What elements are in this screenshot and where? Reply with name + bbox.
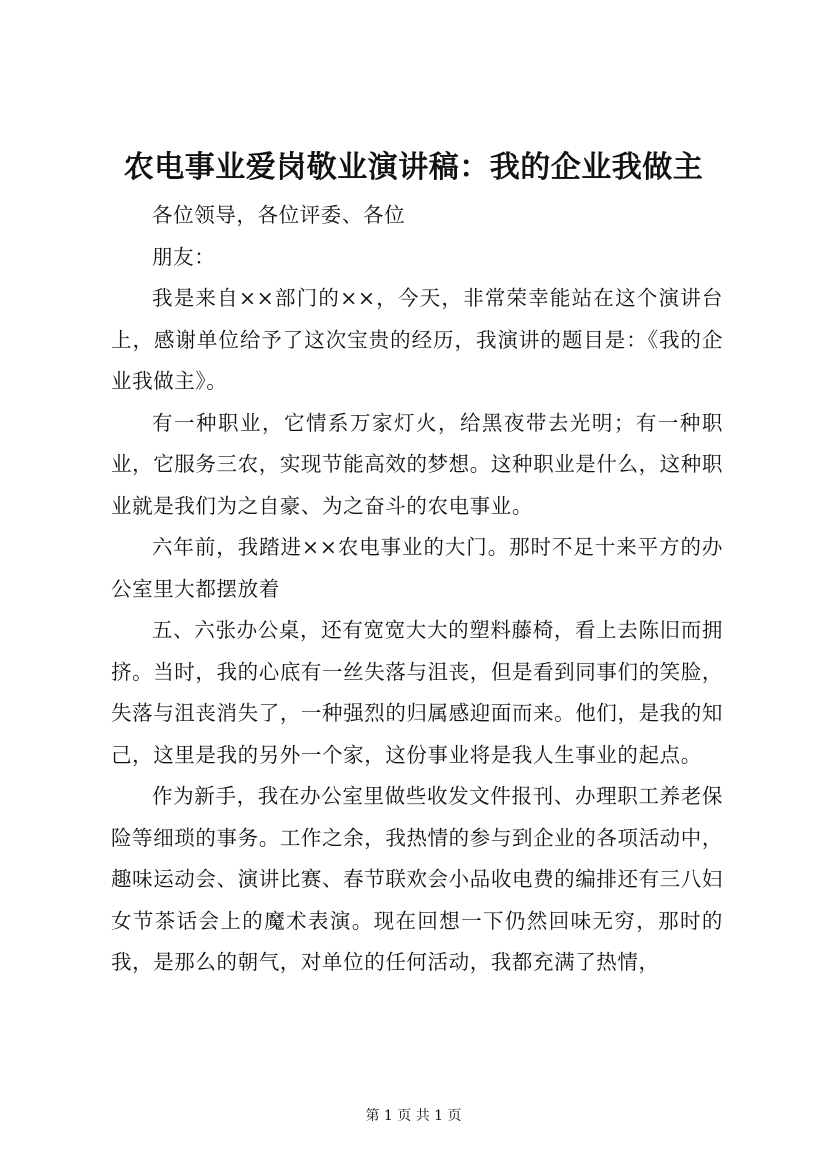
- page-footer: 第 1 页 共 1 页: [365, 1108, 462, 1124]
- paragraph-six-years-ago: 六年前，我踏进××农电事业的大门。那时不足十来平方的办公室里大都摆放着: [111, 535, 723, 601]
- paragraph-salutation-cont: 朋友：: [152, 244, 216, 269]
- paragraph-profession: 有一种职业，它情系万家灯火，给黑夜带去光明；有一种职业，它服务三农，实现节能高效的梦想。这种职业是什么，这种职业就是我们为之自豪、为之奋斗的农电事业。: [111, 410, 723, 518]
- document-title: 农电事业爱岗敬业演讲稿：我的企业我做主: [123, 150, 704, 185]
- paragraph-salutation: 各位领导，各位评委、各位: [152, 203, 406, 227]
- paragraph-intro: 我是来自××部门的××，今天，非常荣幸能站在这个演讲台上，感谢单位给予了这次宝贵的经历，我演讲的题目是：《我的企业我做主》。: [111, 286, 723, 393]
- paragraph-office-desks: 五、六张办公桌，还有宽宽大大的塑料藤椅，看上去陈旧而拥挤。当时，我的心底有一丝失落与沮丧，但是看到同事们的笑脸，失落与沮丧消失了，一种强烈的归属感迎面而来。他们，是我的知己，这里是我的另外一个家，这份事业将是我人生事业的起点。: [111, 618, 723, 767]
- paragraph-newcomer: 作为新手，我在办公室里做些收发文件报刊、办理职工养老保险等细琐的事务。工作之余，我热情的参与到企业的各项活动中，趣味运动会、演讲比赛、春节联欢会小品收电费的编排还有三八妇女节茶话会上的魔术表演。现在回想一下仍然回味无穷，那时的我，是那么的朝气，对单位的任何活动，我都充满了热情，: [111, 784, 723, 974]
- document-body: [111, 195, 723, 984]
